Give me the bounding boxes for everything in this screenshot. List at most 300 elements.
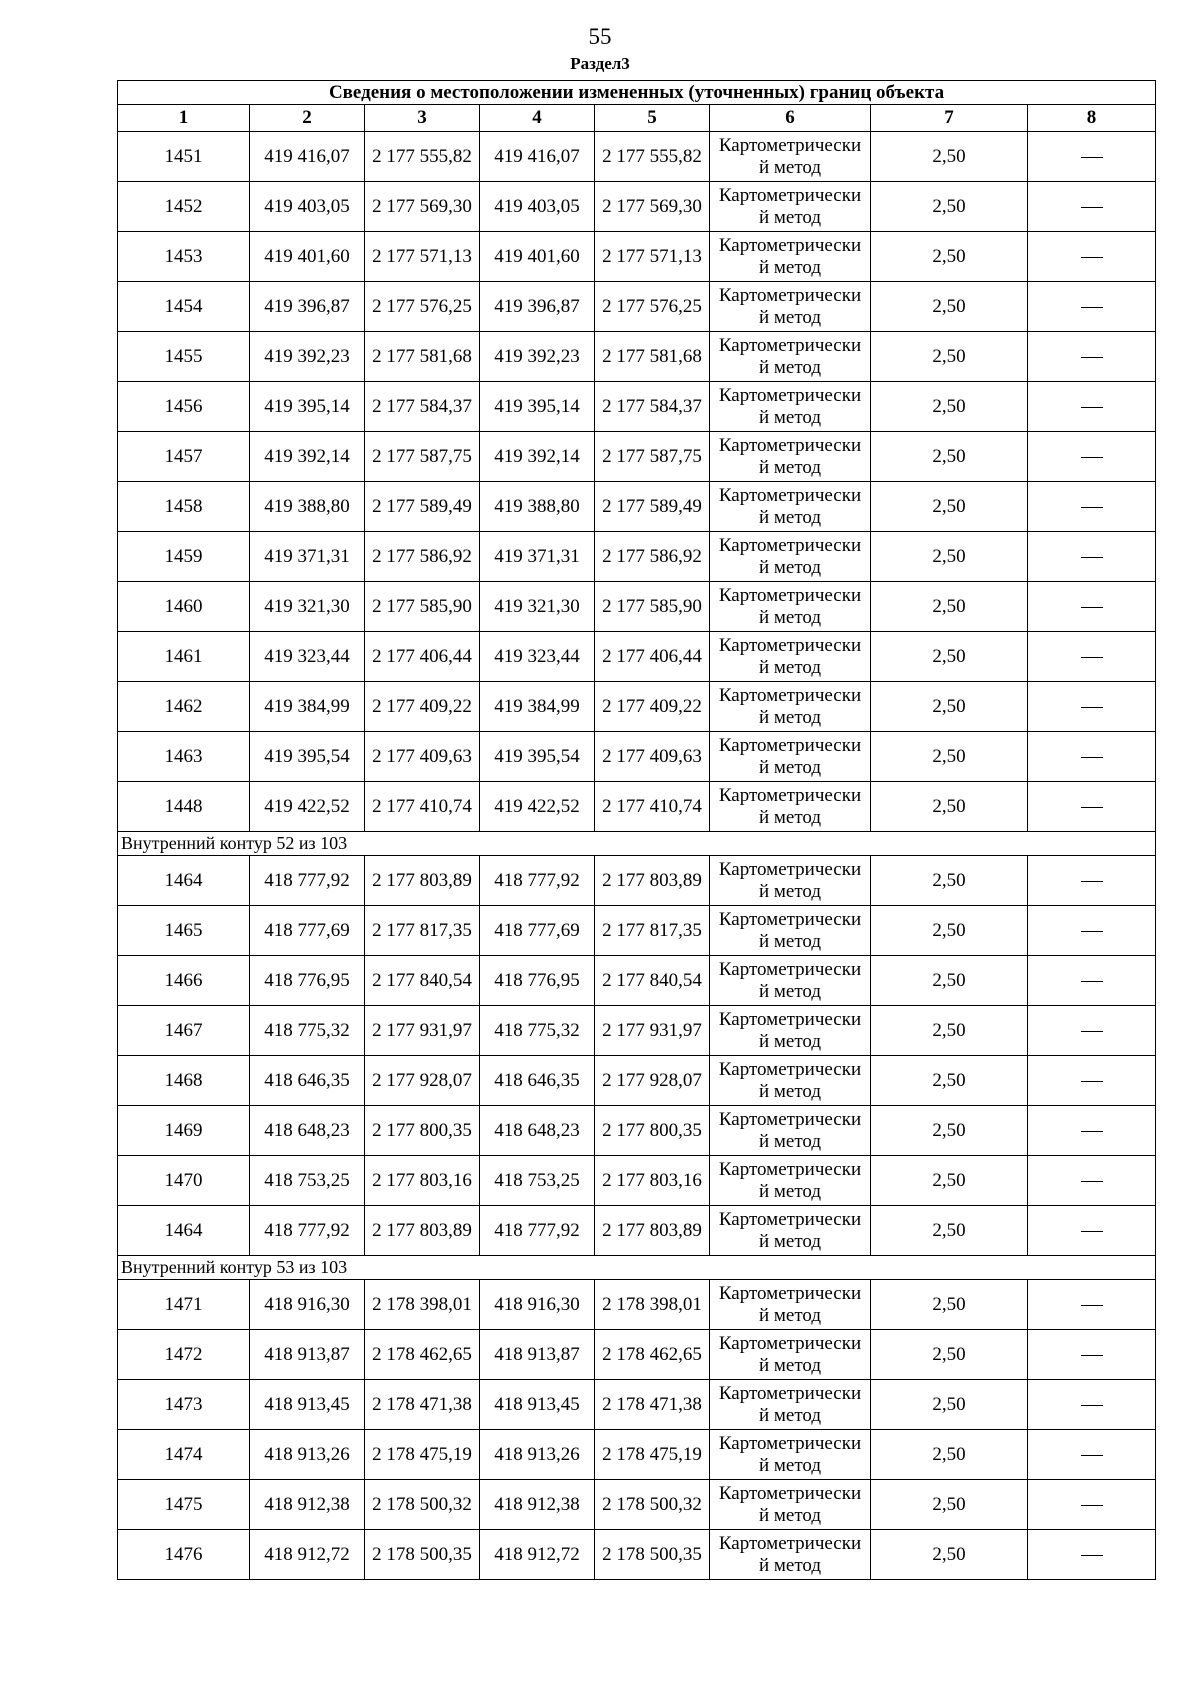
point-number-cell: 1456 [118, 382, 250, 432]
accuracy-cell: 2,50 [871, 782, 1028, 832]
accuracy-cell: 2,50 [871, 482, 1028, 532]
table-row [118, 906, 1156, 956]
x-old-cell: 418 913,87 [250, 1330, 365, 1380]
empty-value-cell [1028, 1206, 1156, 1256]
method-line-2: й метод [758, 1080, 822, 1102]
method-line-1: Картометрически [718, 584, 862, 606]
y-old-cell: 2 177 571,13 [365, 232, 480, 282]
dash-mark [1081, 931, 1103, 932]
method-line-1: Картометрически [718, 784, 862, 806]
accuracy-cell: 2,50 [871, 132, 1028, 182]
method-line-2: й метод [758, 706, 822, 728]
dash-mark [1081, 607, 1103, 608]
point-number-cell: 1455 [118, 332, 250, 382]
point-number-cell: 1448 [118, 782, 250, 832]
method-cell [710, 1280, 871, 1330]
table-row [118, 1106, 1156, 1156]
dash-mark [1081, 757, 1103, 758]
method-cell [710, 682, 871, 732]
y-new-cell: 2 177 800,35 [595, 1106, 710, 1156]
y-new-cell: 2 177 571,13 [595, 232, 710, 282]
y-new-cell: 2 177 928,07 [595, 1056, 710, 1106]
dash-mark [1081, 1455, 1103, 1456]
empty-value-cell [1028, 282, 1156, 332]
x-old-cell: 418 913,26 [250, 1430, 365, 1480]
method-line-1: Картометрически [718, 1058, 862, 1080]
empty-value-cell [1028, 782, 1156, 832]
method-line-1: Картометрически [718, 434, 862, 456]
x-old-cell: 418 777,69 [250, 906, 365, 956]
dash-mark [1081, 1355, 1103, 1356]
point-number-cell: 1467 [118, 1006, 250, 1056]
dash-mark [1081, 657, 1103, 658]
empty-value-cell [1028, 482, 1156, 532]
y-new-cell: 2 177 585,90 [595, 582, 710, 632]
dash-mark [1081, 807, 1103, 808]
y-old-cell: 2 177 410,74 [365, 782, 480, 832]
method-cell [710, 482, 871, 532]
empty-value-cell [1028, 1430, 1156, 1480]
method-cell [710, 432, 871, 482]
method-cell [710, 632, 871, 682]
method-line-1: Картометрически [718, 1532, 862, 1554]
x-new-cell: 418 777,69 [480, 906, 595, 956]
method-line-1: Картометрически [718, 1332, 862, 1354]
y-new-cell: 2 177 803,89 [595, 1206, 710, 1256]
method-line-2: й метод [758, 156, 822, 178]
table-row [118, 732, 1156, 782]
y-new-cell: 2 177 817,35 [595, 906, 710, 956]
method-line-1: Картометрически [718, 958, 862, 980]
x-new-cell: 418 777,92 [480, 856, 595, 906]
accuracy-cell: 2,50 [871, 1480, 1028, 1530]
x-old-cell: 419 392,14 [250, 432, 365, 482]
accuracy-cell: 2,50 [871, 432, 1028, 482]
method-line-1: Картометрически [718, 1108, 862, 1130]
accuracy-cell: 2,50 [871, 632, 1028, 682]
x-new-cell: 418 646,35 [480, 1056, 595, 1106]
table-row [118, 956, 1156, 1006]
empty-value-cell [1028, 1480, 1156, 1530]
table-row [118, 1206, 1156, 1256]
point-number-cell: 1453 [118, 232, 250, 282]
y-old-cell: 2 177 803,89 [365, 1206, 480, 1256]
y-new-cell: 2 178 398,01 [595, 1280, 710, 1330]
table-caption: Сведения о местоположении измененных (уточненных) границ объекта [118, 81, 1156, 105]
table-row [118, 682, 1156, 732]
x-new-cell: 419 388,80 [480, 482, 595, 532]
point-number-cell: 1469 [118, 1106, 250, 1156]
method-line-1: Картометрически [718, 1008, 862, 1030]
accuracy-cell: 2,50 [871, 1330, 1028, 1380]
dash-mark [1081, 1081, 1103, 1082]
method-cell [710, 582, 871, 632]
point-number-cell: 1471 [118, 1280, 250, 1330]
method-line-1: Картометрически [718, 1482, 862, 1504]
point-number-cell: 1465 [118, 906, 250, 956]
method-cell [710, 856, 871, 906]
y-new-cell: 2 177 409,63 [595, 732, 710, 782]
x-old-cell: 418 775,32 [250, 1006, 365, 1056]
y-new-cell: 2 177 803,16 [595, 1156, 710, 1206]
y-new-cell: 2 177 576,25 [595, 282, 710, 332]
column-number: 5 [595, 105, 710, 132]
point-number-cell: 1474 [118, 1430, 250, 1480]
table-row [118, 1480, 1156, 1530]
point-number-cell: 1457 [118, 432, 250, 482]
dash-mark [1081, 981, 1103, 982]
contour-header-row [118, 832, 1156, 856]
point-number-cell: 1458 [118, 482, 250, 532]
column-number: 1 [118, 105, 250, 132]
column-number: 3 [365, 105, 480, 132]
empty-value-cell [1028, 132, 1156, 182]
x-new-cell: 419 416,07 [480, 132, 595, 182]
method-cell [710, 1330, 871, 1380]
method-line-1: Картометрически [718, 734, 862, 756]
y-old-cell: 2 177 555,82 [365, 132, 480, 182]
point-number-cell: 1451 [118, 132, 250, 182]
y-old-cell: 2 177 589,49 [365, 482, 480, 532]
y-old-cell: 2 177 587,75 [365, 432, 480, 482]
empty-value-cell [1028, 1530, 1156, 1580]
y-new-cell: 2 177 586,92 [595, 532, 710, 582]
method-line-1: Картометрически [718, 858, 862, 880]
y-old-cell: 2 177 585,90 [365, 582, 480, 632]
y-old-cell: 2 177 586,92 [365, 532, 480, 582]
accuracy-cell: 2,50 [871, 1006, 1028, 1056]
x-old-cell: 418 777,92 [250, 856, 365, 906]
method-line-1: Картометрически [718, 1282, 862, 1304]
method-cell [710, 282, 871, 332]
column-number: 2 [250, 105, 365, 132]
point-number-cell: 1475 [118, 1480, 250, 1530]
y-old-cell: 2 177 928,07 [365, 1056, 480, 1106]
y-old-cell: 2 177 569,30 [365, 182, 480, 232]
method-cell [710, 1430, 871, 1480]
method-cell [710, 1380, 871, 1430]
x-new-cell: 418 776,95 [480, 956, 595, 1006]
y-old-cell: 2 178 475,19 [365, 1430, 480, 1480]
empty-value-cell [1028, 332, 1156, 382]
method-line-1: Картометрически [718, 1208, 862, 1230]
point-number-cell: 1460 [118, 582, 250, 632]
y-new-cell: 2 177 569,30 [595, 182, 710, 232]
x-old-cell: 418 913,45 [250, 1380, 365, 1430]
method-line-2: й метод [758, 456, 822, 478]
method-line-1: Картометрически [718, 284, 862, 306]
dash-mark [1081, 557, 1103, 558]
dash-mark [1081, 507, 1103, 508]
dash-mark [1081, 307, 1103, 308]
accuracy-cell: 2,50 [871, 532, 1028, 582]
y-new-cell: 2 177 406,44 [595, 632, 710, 682]
table-row [118, 332, 1156, 382]
method-line-1: Картометрически [718, 1158, 862, 1180]
point-number-cell: 1468 [118, 1056, 250, 1106]
accuracy-cell: 2,50 [871, 856, 1028, 906]
method-cell [710, 1106, 871, 1156]
dash-mark [1081, 1555, 1103, 1556]
dash-mark [1081, 1231, 1103, 1232]
accuracy-cell: 2,50 [871, 1056, 1028, 1106]
y-old-cell: 2 177 840,54 [365, 956, 480, 1006]
dash-mark [1081, 157, 1103, 158]
method-cell [710, 382, 871, 432]
x-new-cell: 418 753,25 [480, 1156, 595, 1206]
method-cell [710, 232, 871, 282]
table-row [118, 432, 1156, 482]
x-old-cell: 419 401,60 [250, 232, 365, 282]
method-line-1: Картометрически [718, 334, 862, 356]
table-row [118, 1006, 1156, 1056]
method-cell [710, 906, 871, 956]
table-row [118, 532, 1156, 582]
dash-mark [1081, 407, 1103, 408]
method-cell [710, 732, 871, 782]
y-new-cell: 2 177 931,97 [595, 1006, 710, 1056]
dash-mark [1081, 1305, 1103, 1306]
x-new-cell: 419 392,14 [480, 432, 595, 482]
accuracy-cell: 2,50 [871, 1430, 1028, 1480]
empty-value-cell [1028, 856, 1156, 906]
y-old-cell: 2 177 406,44 [365, 632, 480, 682]
accuracy-cell: 2,50 [871, 1380, 1028, 1430]
point-number-cell: 1466 [118, 956, 250, 1006]
x-new-cell: 418 913,87 [480, 1330, 595, 1380]
empty-value-cell [1028, 582, 1156, 632]
x-old-cell: 419 422,52 [250, 782, 365, 832]
page-number: 55 [588, 24, 612, 49]
empty-value-cell [1028, 732, 1156, 782]
column-number: 4 [480, 105, 595, 132]
empty-value-cell [1028, 1006, 1156, 1056]
x-old-cell: 418 912,38 [250, 1480, 365, 1530]
point-number-cell: 1470 [118, 1156, 250, 1206]
table-row [118, 232, 1156, 282]
x-new-cell: 418 777,92 [480, 1206, 595, 1256]
x-old-cell: 419 395,54 [250, 732, 365, 782]
table-row [118, 632, 1156, 682]
table-row [118, 856, 1156, 906]
method-line-2: й метод [758, 980, 822, 1002]
method-line-2: й метод [758, 756, 822, 778]
table-row [118, 1280, 1156, 1330]
accuracy-cell: 2,50 [871, 956, 1028, 1006]
x-new-cell: 418 775,32 [480, 1006, 595, 1056]
point-number-cell: 1454 [118, 282, 250, 332]
method-line-2: й метод [758, 1454, 822, 1476]
x-new-cell: 419 401,60 [480, 232, 595, 282]
dash-mark [1081, 1031, 1103, 1032]
method-line-2: й метод [758, 806, 822, 828]
section-title: Раздел3 [570, 54, 630, 73]
x-old-cell: 419 323,44 [250, 632, 365, 682]
method-cell [710, 532, 871, 582]
method-line-2: й метод [758, 1504, 822, 1526]
dash-mark [1081, 357, 1103, 358]
empty-value-cell [1028, 1380, 1156, 1430]
method-line-2: й метод [758, 1230, 822, 1252]
y-new-cell: 2 177 410,74 [595, 782, 710, 832]
x-old-cell: 418 777,92 [250, 1206, 365, 1256]
x-old-cell: 419 388,80 [250, 482, 365, 532]
y-old-cell: 2 177 409,63 [365, 732, 480, 782]
method-line-2: й метод [758, 1404, 822, 1426]
method-line-2: й метод [758, 1554, 822, 1576]
x-new-cell: 418 912,72 [480, 1530, 595, 1580]
table-row [118, 482, 1156, 532]
x-old-cell: 418 646,35 [250, 1056, 365, 1106]
accuracy-cell: 2,50 [871, 1530, 1028, 1580]
x-new-cell: 419 396,87 [480, 282, 595, 332]
method-line-1: Картометрически [718, 634, 862, 656]
method-line-1: Картометрически [718, 1432, 862, 1454]
accuracy-cell: 2,50 [871, 182, 1028, 232]
method-cell [710, 1056, 871, 1106]
y-old-cell: 2 177 803,89 [365, 856, 480, 906]
method-cell [710, 1156, 871, 1206]
y-old-cell: 2 177 803,16 [365, 1156, 480, 1206]
accuracy-cell: 2,50 [871, 682, 1028, 732]
method-line-1: Картометрически [718, 384, 862, 406]
method-line-1: Картометрически [718, 534, 862, 556]
y-old-cell: 2 178 398,01 [365, 1280, 480, 1330]
empty-value-cell [1028, 232, 1156, 282]
y-old-cell: 2 178 500,32 [365, 1480, 480, 1530]
x-old-cell: 419 396,87 [250, 282, 365, 332]
y-new-cell: 2 178 471,38 [595, 1380, 710, 1430]
x-new-cell: 419 403,05 [480, 182, 595, 232]
x-new-cell: 419 422,52 [480, 782, 595, 832]
method-line-2: й метод [758, 1354, 822, 1376]
empty-value-cell [1028, 432, 1156, 482]
table-row [118, 1430, 1156, 1480]
method-line-2: й метод [758, 506, 822, 528]
x-old-cell: 419 384,99 [250, 682, 365, 732]
method-line-2: й метод [758, 556, 822, 578]
method-line-2: й метод [758, 356, 822, 378]
table-row [118, 782, 1156, 832]
empty-value-cell [1028, 632, 1156, 682]
x-old-cell: 419 403,05 [250, 182, 365, 232]
dash-mark [1081, 1131, 1103, 1132]
contour-label: Внутренний контур 53 из 103 [118, 1256, 1156, 1280]
x-new-cell: 418 916,30 [480, 1280, 595, 1330]
x-old-cell: 418 753,25 [250, 1156, 365, 1206]
accuracy-cell: 2,50 [871, 906, 1028, 956]
empty-value-cell [1028, 1330, 1156, 1380]
method-line-2: й метод [758, 1130, 822, 1152]
method-cell [710, 1206, 871, 1256]
method-cell [710, 1480, 871, 1530]
x-old-cell: 418 912,72 [250, 1530, 365, 1580]
x-old-cell: 418 916,30 [250, 1280, 365, 1330]
coordinates-table [117, 80, 1156, 1580]
x-new-cell: 418 913,45 [480, 1380, 595, 1430]
accuracy-cell: 2,50 [871, 282, 1028, 332]
x-new-cell: 418 648,23 [480, 1106, 595, 1156]
x-old-cell: 419 392,23 [250, 332, 365, 382]
point-number-cell: 1462 [118, 682, 250, 732]
y-new-cell: 2 177 581,68 [595, 332, 710, 382]
x-new-cell: 419 384,99 [480, 682, 595, 732]
x-new-cell: 419 371,31 [480, 532, 595, 582]
x-old-cell: 418 776,95 [250, 956, 365, 1006]
dash-mark [1081, 707, 1103, 708]
empty-value-cell [1028, 182, 1156, 232]
method-line-2: й метод [758, 656, 822, 678]
method-line-1: Картометрически [718, 234, 862, 256]
empty-value-cell [1028, 1056, 1156, 1106]
y-new-cell: 2 177 803,89 [595, 856, 710, 906]
y-old-cell: 2 177 581,68 [365, 332, 480, 382]
x-old-cell: 419 321,30 [250, 582, 365, 632]
point-number-cell: 1464 [118, 856, 250, 906]
point-number-cell: 1463 [118, 732, 250, 782]
column-number: 7 [871, 105, 1028, 132]
y-new-cell: 2 177 409,22 [595, 682, 710, 732]
y-old-cell: 2 177 931,97 [365, 1006, 480, 1056]
y-new-cell: 2 177 587,75 [595, 432, 710, 482]
y-old-cell: 2 177 584,37 [365, 382, 480, 432]
y-old-cell: 2 178 471,38 [365, 1380, 480, 1430]
table-row [118, 1056, 1156, 1106]
y-old-cell: 2 178 462,65 [365, 1330, 480, 1380]
dash-mark [1081, 1505, 1103, 1506]
method-line-1: Картометрически [718, 184, 862, 206]
x-new-cell: 419 395,14 [480, 382, 595, 432]
method-line-2: й метод [758, 306, 822, 328]
x-new-cell: 419 395,54 [480, 732, 595, 782]
x-new-cell: 419 392,23 [480, 332, 595, 382]
y-new-cell: 2 178 462,65 [595, 1330, 710, 1380]
empty-value-cell [1028, 682, 1156, 732]
method-line-1: Картометрически [718, 684, 862, 706]
y-new-cell: 2 178 500,32 [595, 1480, 710, 1530]
y-old-cell: 2 177 817,35 [365, 906, 480, 956]
method-cell [710, 332, 871, 382]
x-old-cell: 418 648,23 [250, 1106, 365, 1156]
accuracy-cell: 2,50 [871, 1206, 1028, 1256]
method-line-2: й метод [758, 1304, 822, 1326]
method-cell [710, 1530, 871, 1580]
column-number: 6 [710, 105, 871, 132]
accuracy-cell: 2,50 [871, 1106, 1028, 1156]
method-line-1: Картометрически [718, 908, 862, 930]
dash-mark [1081, 881, 1103, 882]
accuracy-cell: 2,50 [871, 582, 1028, 632]
empty-value-cell [1028, 956, 1156, 1006]
point-number-cell: 1464 [118, 1206, 250, 1256]
method-line-2: й метод [758, 1180, 822, 1202]
method-line-1: Картометрически [718, 134, 862, 156]
contour-header-row [118, 1256, 1156, 1280]
x-old-cell: 419 371,31 [250, 532, 365, 582]
empty-value-cell [1028, 1280, 1156, 1330]
dash-mark [1081, 1405, 1103, 1406]
empty-value-cell [1028, 382, 1156, 432]
method-line-2: й метод [758, 256, 822, 278]
table-row [118, 1330, 1156, 1380]
empty-value-cell [1028, 906, 1156, 956]
method-cell [710, 1006, 871, 1056]
table-row [118, 132, 1156, 182]
y-old-cell: 2 178 500,35 [365, 1530, 480, 1580]
x-new-cell: 418 912,38 [480, 1480, 595, 1530]
y-old-cell: 2 177 576,25 [365, 282, 480, 332]
method-line-1: Картометрически [718, 484, 862, 506]
